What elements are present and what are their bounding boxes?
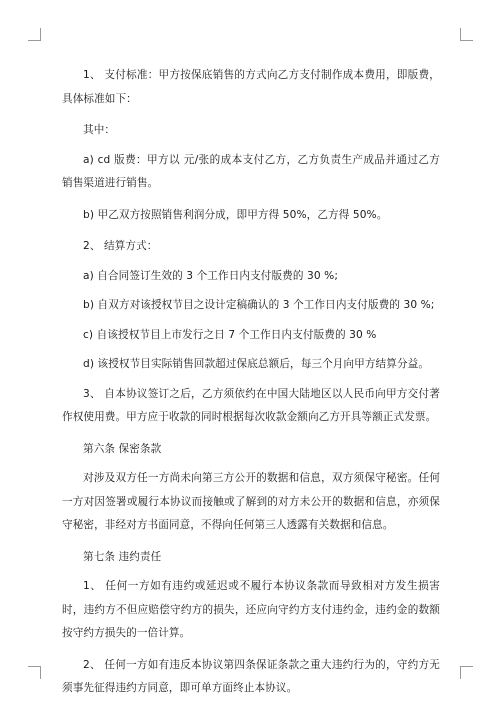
paragraph-payment-standard: 1、 支付标准：甲方按保底销售的方式向乙方支付制作成本费用，即版费，具体标准如下： bbox=[62, 69, 440, 105]
paragraph-cd-fee: a) cd 版费：甲方以 元/张的成本支付乙方，乙方负责生产成品并通过乙方销售渠道进行销售。 bbox=[62, 153, 440, 189]
paragraph-settlement-b: b) 自双方对该授权节目之设计定稿确认的 3 个工作日内支付版费的 30 %; bbox=[83, 299, 435, 311]
paragraph-profit-share: b) 甲乙双方按照销售利润分成，即甲方得 50%，乙方得 50%。 bbox=[83, 208, 388, 221]
crop-mark-bottom-left bbox=[28, 666, 41, 679]
crop-mark-top-left bbox=[28, 28, 41, 41]
paragraph-confidentiality: 对涉及双方任一方尚未向第三方公开的数据和信息，双方须保守秘密。任何一方对因签署或履行本协议而接触或了解到的对方未公开的数据和信息，亦须保守秘密，非经对方书面同意，不得向任何第三人透露有关数据和信息。 bbox=[62, 472, 440, 531]
crop-mark-bottom-right bbox=[460, 666, 473, 679]
heading-article-6-confidentiality: 第六条 保密条款 bbox=[83, 442, 162, 455]
paragraph-settlement-d: d) 该授权节目实际销售回款超过保底总额后，每三个月向甲方结算分益。 bbox=[83, 358, 430, 370]
paragraph-among-them: 其中： bbox=[83, 124, 116, 136]
heading-article-7-breach: 第七条 违约责任 bbox=[83, 550, 162, 563]
crop-mark-top-right bbox=[460, 28, 473, 41]
document-body bbox=[62, 64, 440, 709]
paragraph-settlement-c: c) 自该授权节目上市发行之日 7 个工作日内支付版费的 30 % bbox=[83, 328, 377, 341]
paragraph-settlement-a: a) 自合同签订生效的 3 个工作日内支付版费的 30 %; bbox=[83, 269, 339, 282]
paragraph-settlement-method: 2、 结算方式： bbox=[83, 240, 158, 252]
paragraph-breach-1: 1、 任何一方如有违约或延迟或不履行本协议条款而导致相对方发生损害时，违约方不但应赔偿守约方的损失，还应向守约方支付违约金，违约金的数额按守约方损失的一倍计算。 bbox=[62, 580, 440, 639]
paragraph-royalty-payment: 3、 自本协议签订之后，乙方须依约在中国大陆地区以人民币向甲方交付著作权使用费。甲方应于收款的同时根据每次收款金额向乙方开具等额正式发票。 bbox=[62, 387, 440, 423]
paragraph-breach-2: 2、 任何一方如有违反本协议第四条保证条款之重大违约行为的，守约方无须事先征得违约方同意，即可单方面终止本协议。 bbox=[62, 658, 440, 694]
